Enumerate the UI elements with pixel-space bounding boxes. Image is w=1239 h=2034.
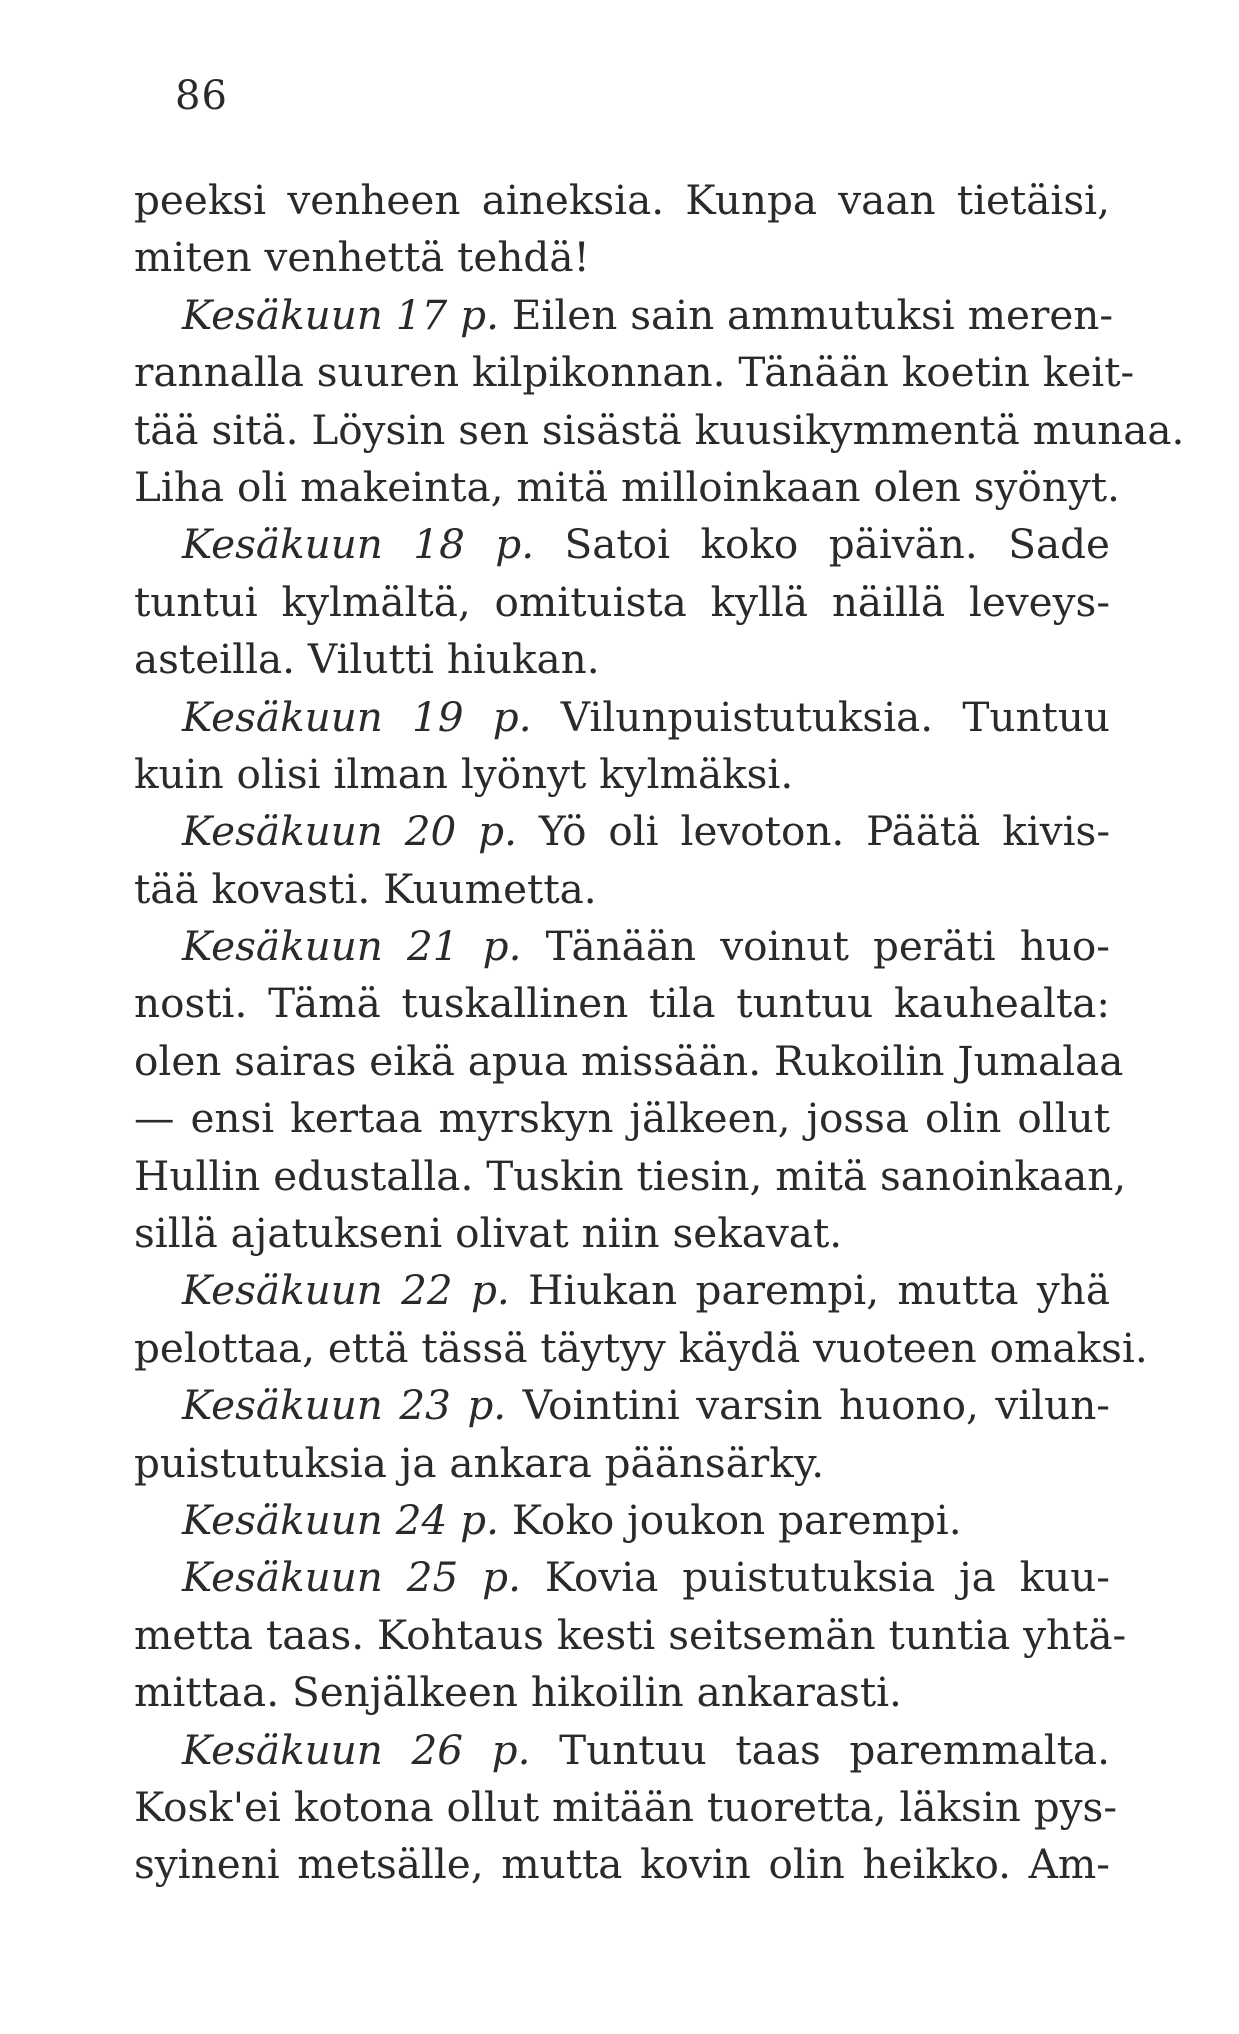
text-line <box>134 975 1110 1032</box>
diary-date: Kesäkuun 21 p. <box>182 922 522 971</box>
line-text: Tänään voinut peräti huo- <box>521 922 1110 971</box>
text-line <box>134 344 1135 401</box>
diary-date: Kesäkuun 22 p. <box>182 1266 510 1315</box>
diary-date: Kesäkuun 25 p. <box>182 1553 521 1602</box>
line-text: Koko joukon parempi. <box>498 1495 962 1544</box>
line-text: miten venhettä tehdä! <box>134 233 590 282</box>
line-text: peeksi venheen aineksia. Kunpa vaan tietäisi, <box>134 176 1110 224</box>
line-text: puistutuksia ja ankara päänsärky. <box>134 1438 825 1487</box>
line-text: asteilla. Vilutti hiukan. <box>134 635 600 684</box>
line-text: syineni metsälle, mutta kovin olin heikko. Am- <box>134 1840 1110 1889</box>
text-line <box>134 1435 1110 1492</box>
line-text: Vilunpuistutuksia. Tuntuu <box>531 692 1110 741</box>
diary-date: Kesäkuun 23 p. <box>182 1381 507 1430</box>
line-text: Hullin edustalla. Tuskin tiesin, mitä sanoinkaan, <box>134 1151 1127 1200</box>
line-text: tää kovasti. Kuumetta. <box>134 864 597 913</box>
line-text: Hiukan parempi, mutta yhä <box>509 1266 1110 1315</box>
text-line <box>134 1320 1148 1377</box>
text-line <box>134 918 1110 975</box>
text-line <box>134 861 1110 918</box>
line-text: Eilen sain ammutuksi meren- <box>498 290 1114 339</box>
line-text: olen sairas eikä apua missään. Rukoilin Jumalaa <box>134 1036 1124 1085</box>
text-line <box>134 1205 1110 1262</box>
diary-date: Kesäkuun 17 p. <box>182 290 499 339</box>
text-line <box>134 516 1110 573</box>
text-line <box>134 1090 1110 1147</box>
text-line <box>134 1836 1110 1893</box>
diary-date: Kesäkuun 20 p. <box>182 807 517 856</box>
text-line <box>134 1377 1110 1434</box>
text-line <box>134 689 1110 746</box>
text-line <box>134 631 1110 688</box>
text-line <box>134 803 1110 860</box>
text-line <box>134 402 1185 459</box>
text-line <box>134 746 1110 803</box>
diary-date: Kesäkuun 19 p. <box>182 692 532 741</box>
text-line <box>134 172 1110 229</box>
text-line <box>134 1549 1110 1606</box>
text-line <box>134 1779 1118 1836</box>
text-line <box>134 1664 1110 1721</box>
line-text: Yö oli levoton. Päätä kivis- <box>516 807 1110 856</box>
line-text: tää sitä. Löysin sen sisästä kuusikymmentä munaa. <box>134 405 1185 454</box>
line-text: nosti. Tämä tuskallinen tila tuntuu kauhealta: <box>134 979 1110 1028</box>
line-text: sillä ajatukseni olivat niin sekavat. <box>134 1209 843 1258</box>
text-line <box>134 229 1110 286</box>
line-text: rannalla suuren kilpikonnan. Tänään koetin keit- <box>134 348 1135 397</box>
text-line <box>134 1148 1127 1205</box>
text-line <box>134 1607 1127 1664</box>
line-text: Kosk'ei kotona ollut mitään tuoretta, läksin pys- <box>134 1782 1118 1831</box>
line-text: Tuntuu taas paremmalta. <box>530 1725 1110 1774</box>
diary-date: Kesäkuun 24 p. <box>182 1495 499 1544</box>
text-line <box>134 459 1120 516</box>
line-text: mittaa. Senjälkeen hikoilin ankarasti. <box>134 1668 902 1717</box>
text-line <box>134 1722 1110 1779</box>
page-number: 86 <box>175 73 228 119</box>
line-text: — ensi kertaa myrskyn jälkeen, jossa olin ollut <box>134 1094 1110 1143</box>
text-line <box>134 1033 1124 1090</box>
line-text: Kovia puistutuksia ja kuu- <box>520 1553 1110 1602</box>
line-text: kuin olisi ilman lyönyt kylmäksi. <box>134 749 794 798</box>
diary-date: Kesäkuun 26 p. <box>182 1725 531 1774</box>
text-line <box>134 1492 1110 1549</box>
text-line <box>134 1262 1110 1319</box>
line-text: tuntui kylmältä, omituista kyllä näillä leveys- <box>134 577 1110 626</box>
body-text <box>134 172 1185 1894</box>
line-text: metta taas. Kohtaus kesti seitsemän tuntia yhtä- <box>134 1610 1127 1659</box>
line-text: pelottaa, että tässä täytyy käydä vuoteen omaksi. <box>134 1323 1148 1372</box>
text-line <box>134 287 1114 344</box>
line-text: Vointini varsin huono, vilun- <box>506 1381 1110 1430</box>
line-text: Satoi koko päivän. Sade <box>534 520 1110 569</box>
diary-date: Kesäkuun 18 p. <box>182 520 535 569</box>
text-line <box>134 574 1110 631</box>
line-text: Liha oli makeinta, mitä milloinkaan olen syönyt. <box>134 462 1120 511</box>
